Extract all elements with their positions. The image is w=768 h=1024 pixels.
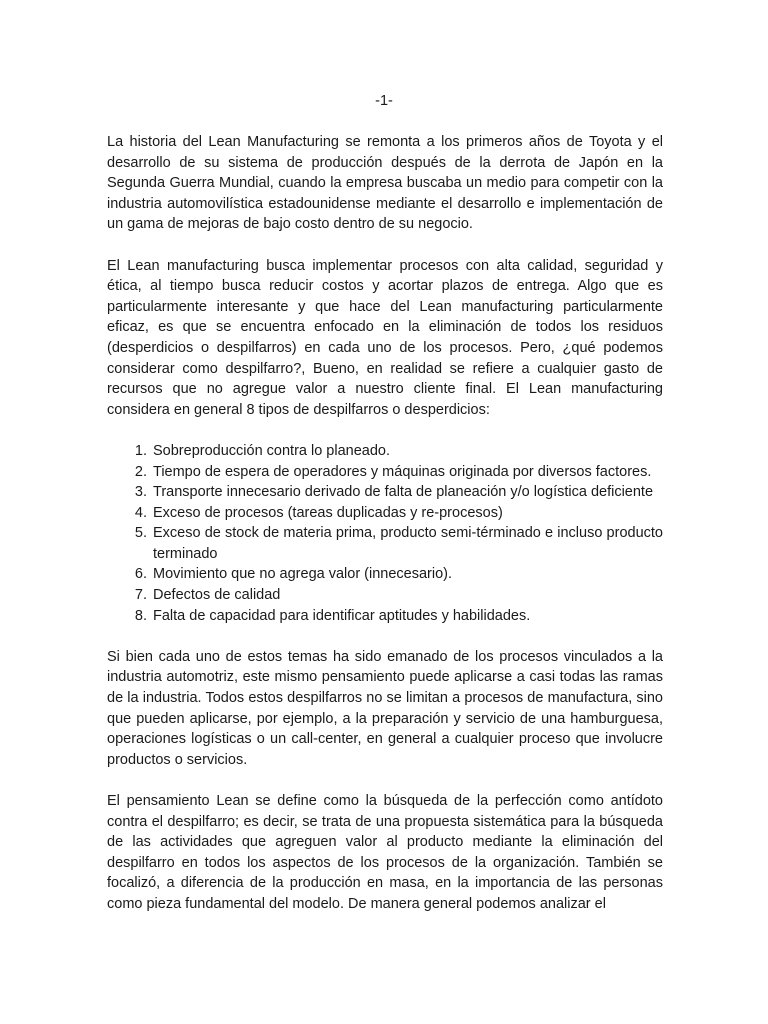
- list-item: 6. Movimiento que no agrega valor (innecesario).: [151, 564, 663, 585]
- page-number: -1-: [375, 93, 393, 109]
- list-item: 2. Tiempo de espera de operadores y máquinas originada por diversos factores.: [151, 462, 663, 483]
- paragraph-lean-history: La historia del Lean Manufacturing se remonta a los primeros años de Toyota y el desarrollo de su sistema de producción después de la derrota de Japón en la Segunda Guerra Mundial, cuando la empresa buscaba un medio para competir con la industria automovilística estadounidense mediante el desarrollo e implementación de un gama de mejoras de bajo costo dentro de su negocio.: [107, 134, 663, 233]
- list-item: 8. Falta de capacidad para identificar aptitudes y habilidades.: [151, 606, 663, 627]
- list-item: 4. Exceso de procesos (tareas duplicadas y re-procesos): [151, 503, 663, 524]
- list-item: 1. Sobreproducción contra lo planeado.: [151, 441, 663, 462]
- list-item: 5. Exceso de stock de materia prima, producto semi-términado e incluso producto terminado: [151, 523, 663, 564]
- paragraph-industry-application: Si bien cada uno de estos temas ha sido emanado de los procesos vinculados a la industria automotriz, este mismo pensamiento puede aplicarse a casi todas las ramas de la industria. Todos estos despilfarros no se limitan a procesos de manufactura, sino que pueden aplicarse, por ejemplo, a la preparación y servicio de una hamburguesa, operaciones logísticas o un call-center, en general a cualquier proceso que involucre productos o servicios.: [107, 648, 663, 768]
- document-body: [107, 132, 663, 935]
- paragraph-lean-goals: El Lean manufacturing busca implementar procesos con alta calidad, seguridad y ética, al tiempo busca reducir costos y acortar plazos de entrega. Algo que es particularmente interesante y que hace del Lean manufacturing particularmente eficaz, es que se encuentra enfocado en la eliminación de todos los residuos (desperdicios o despilfarros) en cada uno de los procesos. Pero, ¿qué podemos considerar como despilfarro?, Bueno, en realidad se refiere a cualquier gasto de recursos que no agregue valor a nuestro cliente final. El Lean manufacturing considera en general 8 tipos de despilfarros o desperdicios:: [107, 257, 663, 418]
- list-item: 3. Transporte innecesario derivado de falta de planeación y/o logística deficiente: [151, 482, 663, 503]
- waste-types-list: [107, 441, 663, 626]
- paragraph-lean-thinking: El pensamiento Lean se define como la búsqueda de la perfección como antídoto contra el despilfarro; es decir, se trata de una propuesta sistemática para la búsqueda de las actividades que agreguen valor al producto mediante la eliminación del despilfarro en todos los aspectos de los procesos de la organización. También se focalizó, a diferencia de la producción en masa, en la importancia de las personas como pieza fundamental del modelo. De manera general podemos analizar el: [107, 793, 663, 912]
- list-item: 7. Defectos de calidad: [151, 585, 663, 606]
